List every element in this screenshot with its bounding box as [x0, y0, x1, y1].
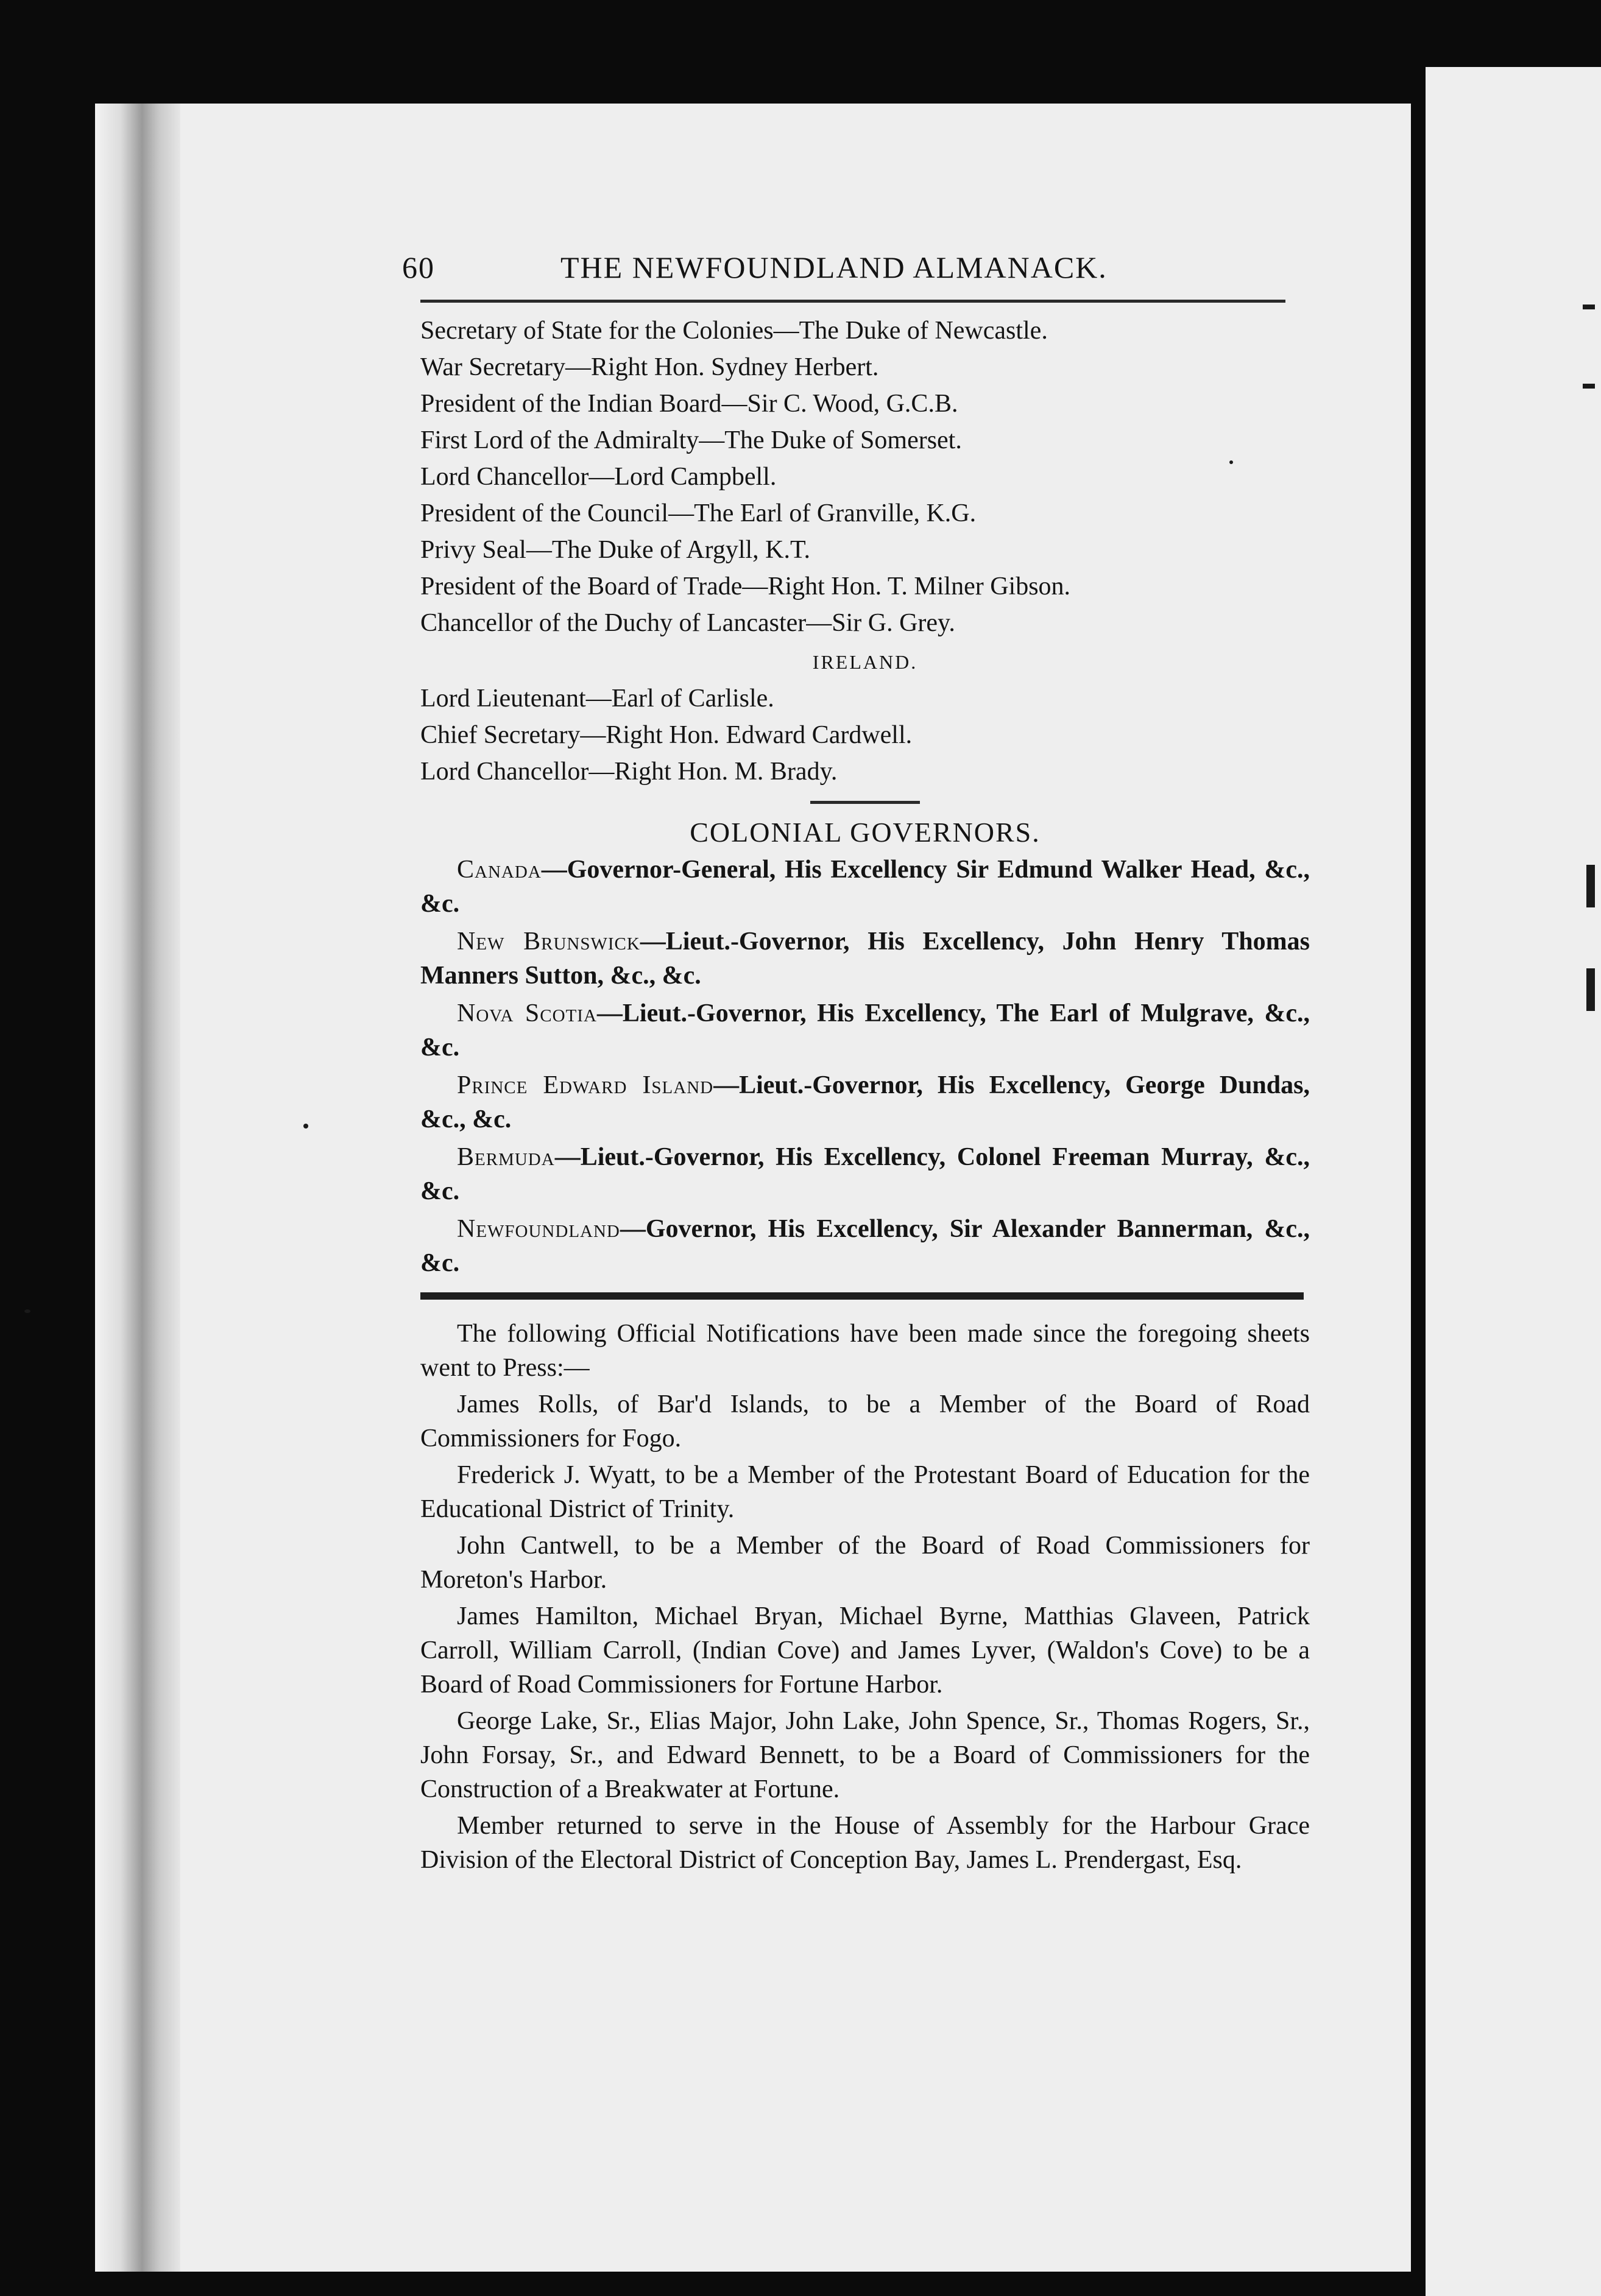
- governor-entry: [420, 924, 1310, 993]
- minister-line: Privy Seal—The Duke of Argyll, K.T.: [420, 536, 811, 564]
- official-notifications: [420, 1317, 1310, 1877]
- ink-speck: [24, 1309, 30, 1313]
- ireland-heading: IRELAND.: [812, 651, 918, 673]
- governor-text: —Governor-General, His Excellency Sir Edmund Walker Head, &c., &c.: [420, 856, 1310, 918]
- minister-line: President of the Board of Trade—Right Hon. T. Milner Gibson.: [420, 572, 1071, 600]
- governor-text: —Lieut.-Governor, His Excellency, The Earl of Mulgrave, &c., &c.: [420, 999, 1310, 1062]
- notifications-rule: [420, 1292, 1304, 1300]
- colony-name: Prince Edward Island: [457, 1071, 714, 1099]
- minister-line: Lord Chancellor—Lord Campbell.: [420, 463, 777, 491]
- running-title: THE NEWFOUNDLAND ALMANACK.: [560, 250, 1108, 284]
- notification-item: James Hamilton, Michael Bryan, Michael Byrne, Matthias Glaveen, Patrick Carroll, William Carroll, (Indian Cove) and James Lyver, (Waldon's Cove) to be a Board of Road Commissioners for Fortune Harbor.: [420, 1602, 1310, 1699]
- notification-item: George Lake, Sr., Elias Major, John Lake, John Spence, Sr., Thomas Rogers, Sr., John Forsay, Sr., and Edward Bennett, to be a Board of Commissioners for the Construction of a Breakwater at Fortune.: [420, 1707, 1310, 1803]
- notification-item: John Cantwell, to be a Member of the Board of Road Commissioners for Moreton's Harbor.: [420, 1532, 1310, 1594]
- notification-item: James Rolls, of Bar'd Islands, to be a Member of the Board of Road Commissioners for Fogo.: [420, 1390, 1310, 1453]
- governor-entry: [420, 1212, 1310, 1280]
- ireland-list: [420, 680, 1310, 790]
- colonial-governors-list: [420, 853, 1310, 1280]
- governor-text: —Lieut.-Governor, His Excellency, Colonel Freeman Murray, &c., &c.: [420, 1143, 1310, 1205]
- colony-name: Nova Scotia: [457, 999, 597, 1027]
- governor-entry: [420, 1068, 1310, 1136]
- governor-entry: [420, 996, 1310, 1065]
- colonial-governors-heading: COLONIAL GOVERNORS.: [690, 817, 1041, 848]
- minister-line: Secretary of State for the Colonies—The Duke of Newcastle.: [420, 317, 1048, 345]
- page-number: 60: [402, 250, 435, 284]
- governor-text: —Governor, His Excellency, Sir Alexander Bannerman, &c., &c.: [420, 1215, 1310, 1277]
- colony-name: Newfoundland: [457, 1215, 620, 1243]
- governor-entry: [420, 853, 1310, 921]
- notification-item: Member returned to serve in the House of Assembly for the Harbour Grace Division of the Electoral District of Conception Bay, James L. Prendergast, Esq.: [420, 1812, 1310, 1874]
- minister-line: President of the Council—The Earl of Granville, K.G.: [420, 499, 977, 527]
- governor-text: —Lieut.-Governor, His Excellency, George Dundas, &c., &c.: [420, 1071, 1310, 1133]
- ink-speck: [303, 1124, 308, 1129]
- page-content: [402, 250, 1310, 1879]
- section-divider: [810, 801, 920, 804]
- minister-line: First Lord of the Admiralty—The Duke of Somerset.: [420, 426, 962, 454]
- ireland-line: Lord Chancellor—Right Hon. M. Brady.: [420, 758, 838, 786]
- book-spine: [95, 104, 180, 2272]
- colony-name: Bermuda: [457, 1143, 555, 1171]
- ireland-line: Lord Lieutenant—Earl of Carlisle.: [420, 685, 774, 713]
- minister-line: War Secretary—Right Hon. Sydney Herbert.: [420, 353, 879, 381]
- colony-name: Canada: [457, 856, 542, 884]
- minister-line: Chancellor of the Duchy of Lancaster—Sir G. Grey.: [420, 609, 955, 637]
- ministers-list: [420, 312, 1310, 641]
- notifications-intro: The following Official Notifications have been made since the foregoing sheets went to Press:—: [420, 1320, 1310, 1382]
- header-rule: [420, 300, 1285, 303]
- colony-name: New Brunswick: [457, 928, 640, 956]
- adjacent-page-edge: [1426, 67, 1601, 2296]
- running-header: [402, 250, 1310, 292]
- ireland-line: Chief Secretary—Right Hon. Edward Cardwell.: [420, 721, 913, 749]
- notification-item: Frederick J. Wyatt, to be a Member of the Protestant Board of Education for the Educational District of Trinity.: [420, 1461, 1310, 1523]
- governor-entry: [420, 1140, 1310, 1208]
- governor-text: —Lieut.-Governor, His Excellency, John Henry Thomas Manners Sutton, &c., &c.: [420, 928, 1310, 990]
- minister-line: President of the Indian Board—Sir C. Wood, G.C.B.: [420, 390, 958, 418]
